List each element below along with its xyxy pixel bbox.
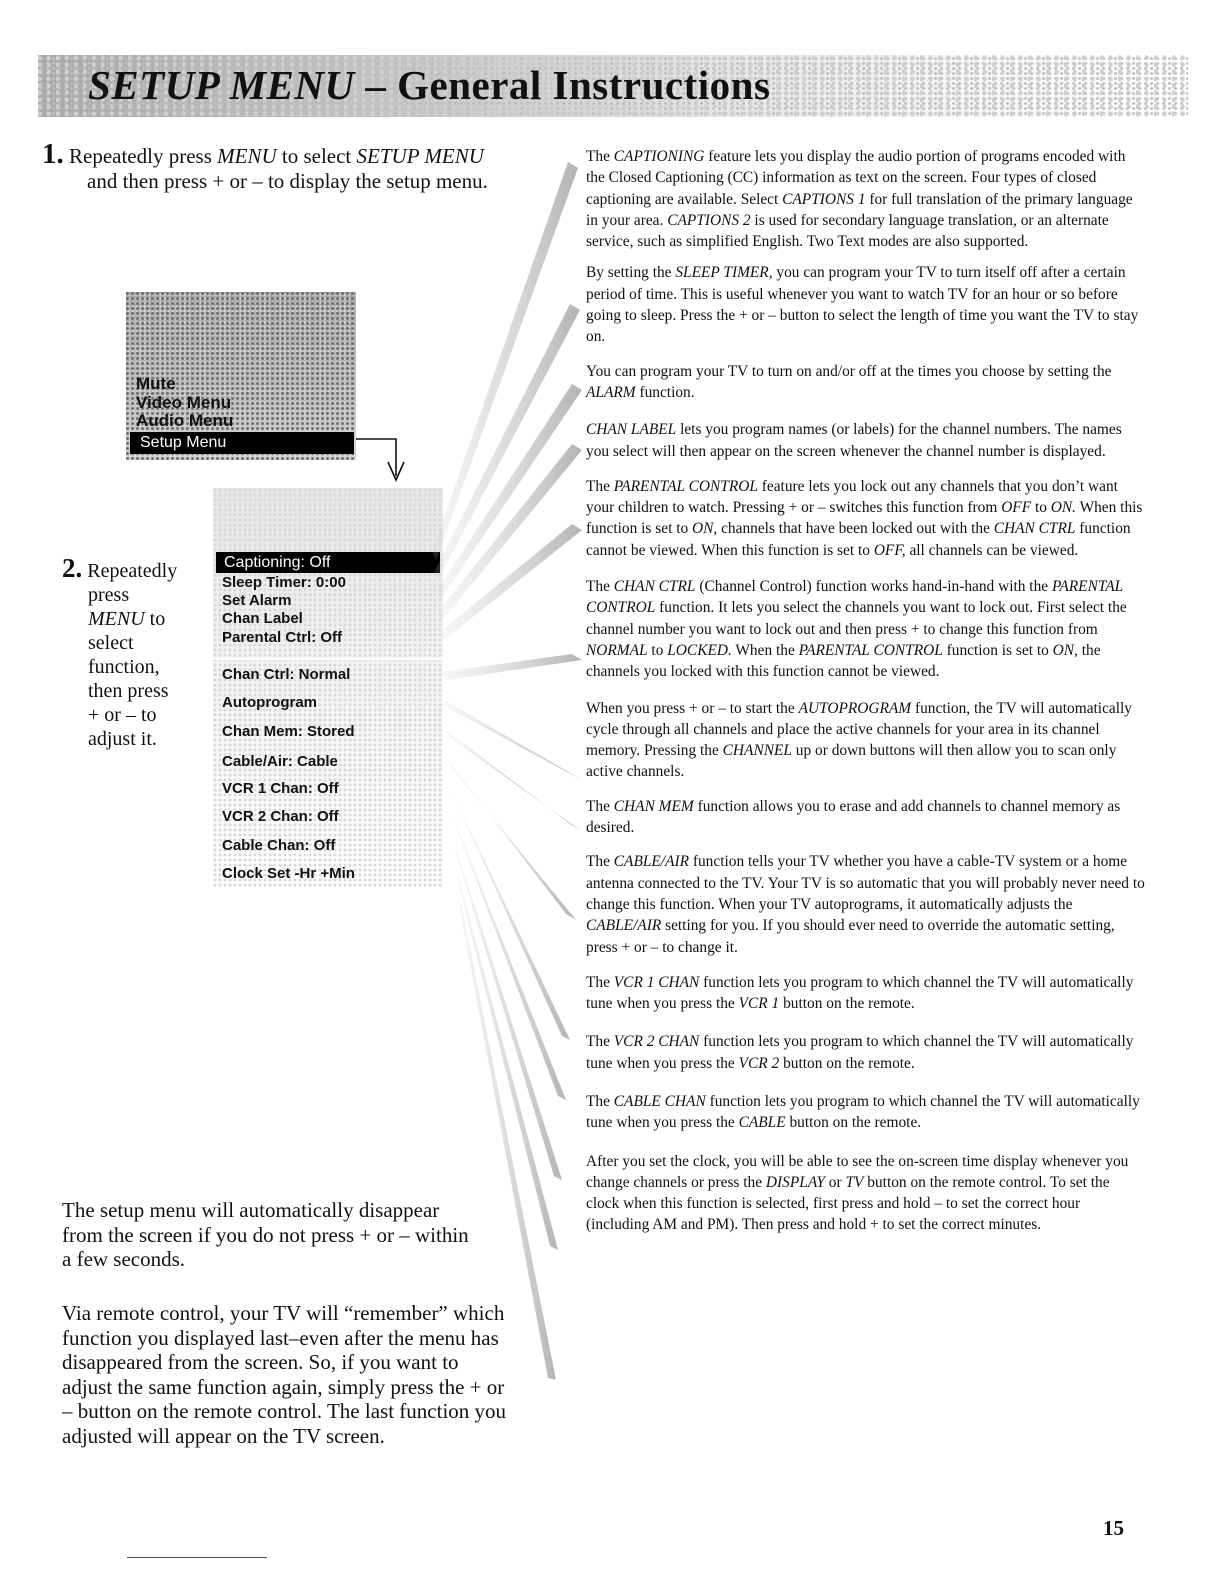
term: SLEEP TIMER, [675, 264, 773, 282]
text: or [824, 1173, 846, 1191]
text: button on the remote control. To set the clock when this function is selected, first press and hold – to set the correct hour (including AM and PM). Then press and hold + to set the correct minutes. [586, 1173, 1110, 1234]
desc-clock-set [586, 1151, 1146, 1236]
note-remote-remember: Via remote control, your TV will “remember” which function you displayed last–even after the menu has disappeared from the screen. So, if you want to adjust the same function again, simply press the + or – button on the remote control. The last function you adjusted will appear on the TV screen. [62, 1301, 507, 1448]
text: When you press + or – to start the [586, 699, 799, 717]
menu-item-audio-menu: Audio Menu [136, 411, 234, 430]
page-number: 15 [1103, 1516, 1124, 1540]
text: up or down buttons will then allow you to scan only active channels. [586, 742, 1117, 781]
footer-rule [127, 1557, 267, 1558]
menu-item-video-menu: Video Menu [136, 393, 232, 412]
text: button on the remote. [785, 1114, 922, 1132]
setup-menu-screen [213, 488, 443, 888]
text: function tells your TV whether you have a cable-TV system or a home antenna connected to the TV. Your TV is so automatic that you will probably never need to change this function. When your TV autoprograms, it automatically adjusts the [586, 853, 1145, 913]
term: CHAN CTRL [613, 578, 696, 596]
step-2-line-7: + or – to [88, 704, 157, 726]
setup-item-clock-set: Clock Set -Hr +Min [222, 865, 355, 882]
term: OFF [1001, 499, 1032, 517]
term: ON. [1050, 499, 1077, 517]
text: function is set to [942, 641, 1053, 659]
text: feature lets you display the audio portion of programs encoded with the Closed Captioning (CC) information as text on the screen. Four types of closed captioning are available. Select [586, 148, 1126, 208]
desc-chan-mem [586, 796, 1146, 839]
text: the channels you locked with this function cannot be viewed. [586, 641, 1101, 681]
text: function lets you program to which channel the TV will automatically tune when you press the [586, 973, 1134, 1013]
setup-item-parental-ctrl: Parental Ctrl: Off [222, 629, 343, 646]
text: feature lets you lock out any channels that you don’t want your children to watch. Pressing + or – switches this function from [586, 477, 1118, 517]
term: CHAN LABEL [586, 421, 677, 439]
text: setting for you. If you should ever need to override the automatic setting, press + or – to change it. [586, 917, 1115, 956]
text: After you set the clock, you will be able to see the on-screen time display whenever you change channels or press the [586, 1152, 1129, 1191]
text: lets you program names (or labels) for the channel numbers. The names you select will then appear on the screen whenever the channel number is displayed. [586, 421, 1122, 460]
term: VCR 2 [738, 1054, 780, 1072]
setup-item-set-alarm: Set Alarm [222, 592, 292, 609]
term: VCR 1 CHAN [613, 973, 700, 991]
desc-cable-chan [586, 1091, 1146, 1134]
step-1-text-a: Repeatedly press [63, 144, 218, 168]
text: function allows you to erase and add channels to channel memory as desired. [586, 797, 1121, 837]
text: The [586, 853, 614, 871]
term: ON, [692, 520, 718, 538]
step-2-line-2: press [88, 584, 130, 606]
step-1-text-b: to select [276, 144, 357, 168]
text: The [586, 973, 614, 991]
term: CABLE/AIR [586, 917, 662, 935]
text: all channels can be viewed. [905, 541, 1079, 559]
text: function lets you program to which channel the TV will automatically tune when you press the [586, 1033, 1134, 1072]
step-2-to: to [144, 608, 166, 630]
step-2-number: 2. [62, 553, 83, 583]
term: CHAN MEM [613, 797, 694, 815]
desc-chan-label [586, 419, 1146, 462]
term: PARENTAL CONTROL [586, 578, 1123, 617]
arrow-down-icon [354, 436, 424, 486]
text: button on the remote. [779, 1054, 915, 1072]
step-1-number: 1. [42, 138, 64, 170]
setup-item-chan-label: Chan Label [222, 610, 303, 627]
term: CAPTIONING [613, 148, 705, 165]
setup-item-sleep-timer: Sleep Timer: 0:00 [222, 574, 346, 591]
text: channels that have been locked out with the [717, 520, 994, 538]
setup-item-chan-mem: Chan Mem: Stored [222, 723, 355, 740]
term: ALARM [586, 383, 636, 401]
menu-item-mute: Mute [136, 374, 176, 393]
step-2-line-4: select [88, 632, 134, 654]
term: CABLE/AIR [613, 853, 690, 871]
text: you can program your TV to turn itself off after a certain period of time. This is useful whenever you want to watch TV for an hour or so before going to sleep. Press the + or – button to select the length of time you want the TV to stay on. [586, 264, 1139, 346]
desc-cable-air [586, 851, 1146, 957]
desc-autoprogram [586, 698, 1146, 783]
step-2-menu: MENU [88, 608, 145, 630]
term: PARENTAL CONTROL [798, 641, 943, 659]
term: AUTOPROGRAM [798, 699, 912, 717]
text: You can program your TV to turn on and/or off at the times you choose by setting the [586, 362, 1112, 380]
text: The [586, 797, 614, 815]
text: The [586, 1033, 614, 1051]
step-1-line-2: and then press + or – to display the setup menu. [87, 169, 488, 193]
term: NORMAL [586, 641, 648, 659]
term: CABLE CHAN [613, 1092, 706, 1110]
desc-captioning [586, 146, 1146, 252]
term: CAPTIONS 2 [667, 211, 751, 229]
text: (Channel Control) function works hand-in-hand with the [695, 578, 1052, 596]
term: ON, [1052, 641, 1078, 659]
step-1-menu: MENU [217, 144, 277, 168]
page-title-rest: – General Instructions [354, 62, 771, 108]
text: for full translation of the primary language in your area. [586, 190, 1133, 229]
step-2-line-8: adjust it. [88, 728, 157, 750]
desc-parental-control [586, 476, 1146, 561]
text: function, the TV will automatically cycle through all channels and place the active channels for your area in its channel memory. Pressing the [586, 699, 1132, 760]
page-title [88, 61, 770, 109]
term: DISPLAY [765, 1173, 825, 1191]
text: function cannot be viewed. When this function is set to [586, 520, 1131, 559]
text: button on the remote. [779, 995, 915, 1013]
desc-vcr2-chan [586, 1031, 1146, 1074]
text: When this function is set to [586, 499, 1143, 538]
setup-item-vcr2-chan: VCR 2 Chan: Off [222, 808, 339, 825]
text: The [586, 477, 614, 495]
main-menu-screen [126, 292, 356, 460]
text: is used for secondary language translation, or an alternate service, such as simplified English. Two Text modes are also supported. [586, 211, 1109, 251]
term: TV [845, 1173, 864, 1191]
text: The [586, 148, 614, 165]
desc-vcr1-chan [586, 972, 1146, 1015]
setup-menu-divider [213, 658, 443, 660]
setup-item-cable-air: Cable/Air: Cable [222, 753, 338, 770]
text: function. It lets you select the channels you want to lock out. First select the channel number you want to lock out and then press + to change this function from [586, 599, 1127, 638]
step-2 [62, 553, 202, 751]
setup-item-vcr1-chan: VCR 1 Chan: Off [222, 780, 339, 797]
term: VCR 2 CHAN [613, 1033, 700, 1051]
text: to [1031, 499, 1051, 517]
text: By setting the [586, 264, 676, 282]
term: CAPTIONS 1 [782, 190, 866, 208]
step-2-line-6: then press [88, 680, 169, 702]
term: VCR 1 [738, 995, 780, 1013]
term: LOCKED. [667, 641, 732, 659]
term: PARENTAL CONTROL [613, 477, 758, 495]
text: The [586, 1092, 614, 1110]
setup-item-autoprogram: Autoprogram [222, 694, 317, 711]
setup-item-chan-ctrl: Chan Ctrl: Normal [222, 666, 351, 683]
page-title-italic: SETUP MENU [88, 62, 355, 108]
setup-item-captioning-selected: Captioning: Off [216, 552, 440, 573]
menu-item-setup-menu-selected: Setup Menu [130, 432, 354, 454]
step-2-line-1: Repeatedly [82, 560, 178, 582]
term: CHANNEL [722, 742, 792, 760]
term: CABLE [738, 1114, 786, 1132]
note-menu-disappear: The setup menu will automatically disappear from the screen if you do not press + or – within a few seconds. [62, 1198, 469, 1271]
text: The [586, 578, 614, 596]
step-2-line-5: function, [88, 656, 160, 678]
text: function. [635, 383, 695, 401]
text: When the [731, 641, 799, 659]
text: function lets you program to which channel the TV will automatically tune when you press the [586, 1092, 1140, 1132]
step-1-setup-menu: SETUP MENU [356, 144, 484, 168]
term: OFF, [873, 541, 906, 559]
term: CHAN CTRL [993, 520, 1076, 538]
step-2-line-3 [62, 607, 202, 631]
text: to [647, 641, 668, 659]
setup-item-cable-chan: Cable Chan: Off [222, 837, 336, 854]
desc-alarm [586, 361, 1146, 404]
function-descriptions [586, 146, 1146, 1236]
header-banner [38, 55, 1188, 117]
desc-sleep-timer [586, 262, 1146, 347]
desc-chan-ctrl [586, 576, 1146, 682]
